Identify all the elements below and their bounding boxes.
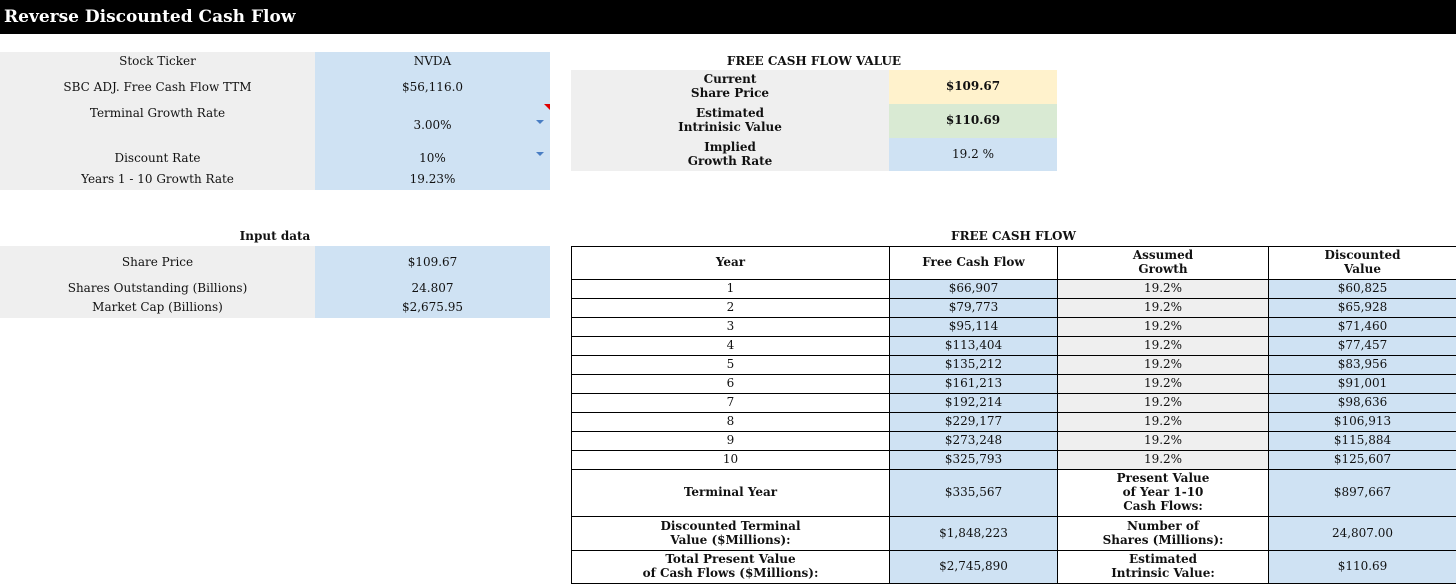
discounted-cell[interactable]: $98,636 <box>1269 394 1456 413</box>
year-cell[interactable]: 7 <box>572 394 890 413</box>
input-share-price-label: Share Price <box>0 246 315 280</box>
sbc-fcf-label: SBC ADJ. Free Cash Flow TTM <box>0 72 315 104</box>
discounted-cell[interactable]: $115,884 <box>1269 432 1456 451</box>
intrinsic-value-value[interactable]: $110.69 <box>889 104 1057 138</box>
sbc-fcf-value[interactable]: $56,116.0 <box>315 72 550 104</box>
column-header-discounted: Discounted Value <box>1269 247 1456 280</box>
growth-cell[interactable]: 19.2% <box>1058 318 1269 337</box>
growth-cell[interactable]: 19.2% <box>1058 280 1269 299</box>
growth-cell[interactable]: 19.2% <box>1058 432 1269 451</box>
table-row <box>572 299 1456 318</box>
fcf-cell[interactable]: $135,212 <box>890 356 1058 375</box>
year-cell[interactable]: 9 <box>572 432 890 451</box>
fcf-table-header: FREE CASH FLOW <box>571 229 1456 245</box>
table-header-row <box>572 247 1456 280</box>
input-data-header: Input data <box>0 229 550 245</box>
shares-outstanding-value[interactable]: 24.807 <box>315 280 550 298</box>
growth-cell[interactable]: 19.2% <box>1058 356 1269 375</box>
discounted-cell[interactable]: $60,825 <box>1269 280 1456 299</box>
terminal-growth-label-cell <box>0 104 315 138</box>
summary-value[interactable]: $110.69 <box>1269 551 1456 584</box>
implied-growth-label: Implied Growth Rate <box>571 138 889 171</box>
implied-growth-value[interactable]: 19.2 % <box>889 138 1057 171</box>
fcf-cell[interactable]: $192,214 <box>890 394 1058 413</box>
market-cap-value[interactable]: $2,675.95 <box>315 298 550 318</box>
fcf-cell[interactable]: $79,773 <box>890 299 1058 318</box>
growth-cell[interactable]: 19.2% <box>1058 451 1269 470</box>
discounted-cell[interactable]: $65,928 <box>1269 299 1456 318</box>
year-cell[interactable]: 10 <box>572 451 890 470</box>
input-share-price-value[interactable]: $109.67 <box>315 246 550 280</box>
terminal-growth-value: 3.00% <box>315 114 550 138</box>
table-row <box>572 451 1456 470</box>
summary-label: Number of Shares (Millions): <box>1058 517 1269 551</box>
current-share-price-label: Current Share Price <box>571 70 889 104</box>
summary-row <box>572 551 1456 584</box>
current-share-price-value[interactable]: $109.67 <box>889 70 1057 104</box>
discount-rate-value: 10% <box>315 148 550 170</box>
table-row <box>572 318 1456 337</box>
stock-ticker-label: Stock Ticker <box>0 52 315 72</box>
column-header-growth: Assumed Growth <box>1058 247 1269 280</box>
summary-label: Total Present Value of Cash Flows ($Millions): <box>572 551 890 584</box>
summary-label: Discounted Terminal Value ($Millions): <box>572 517 890 551</box>
intrinsic-value-label: Estimated Intrinisic Value <box>571 104 889 138</box>
terminal-growth-dropdown[interactable] <box>315 104 550 138</box>
discounted-cell[interactable]: $77,457 <box>1269 337 1456 356</box>
discounted-cell[interactable]: $125,607 <box>1269 451 1456 470</box>
summary-row <box>572 517 1456 551</box>
column-header-year: Year <box>572 247 890 280</box>
fcf-value-header: FREE CASH FLOW VALUE <box>571 54 1057 70</box>
table-row <box>572 432 1456 451</box>
growth-cell[interactable]: 19.2% <box>1058 413 1269 432</box>
fcf-cell[interactable]: $325,793 <box>890 451 1058 470</box>
summary-label: Terminal Year <box>572 470 890 517</box>
summary-value[interactable]: $897,667 <box>1269 470 1456 517</box>
discount-rate-label: Discount Rate <box>0 148 315 170</box>
growth-cell[interactable]: 19.2% <box>1058 299 1269 318</box>
table-row <box>572 413 1456 432</box>
fcf-cell[interactable]: $66,907 <box>890 280 1058 299</box>
summary-row <box>572 470 1456 517</box>
year-cell[interactable]: 8 <box>572 413 890 432</box>
year-cell[interactable]: 2 <box>572 299 890 318</box>
table-row <box>572 280 1456 299</box>
discount-rate-label-cell <box>0 138 315 170</box>
fcf-cell[interactable]: $113,404 <box>890 337 1058 356</box>
shares-outstanding-label: Shares Outstanding (Billions) <box>0 280 315 298</box>
year-cell[interactable]: 5 <box>572 356 890 375</box>
comment-flag-icon[interactable] <box>544 104 550 110</box>
fcf-cell[interactable]: $273,248 <box>890 432 1058 451</box>
year-cell[interactable]: 1 <box>572 280 890 299</box>
fcf-table <box>571 246 1456 584</box>
growth-rate-label: Years 1 - 10 Growth Rate <box>0 170 315 190</box>
summary-value[interactable]: 24,807.00 <box>1269 517 1456 551</box>
table-row <box>572 337 1456 356</box>
year-cell[interactable]: 6 <box>572 375 890 394</box>
discounted-cell[interactable]: $83,956 <box>1269 356 1456 375</box>
summary-label: Estimated Intrinsic Value: <box>1058 551 1269 584</box>
year-cell[interactable]: 4 <box>572 337 890 356</box>
market-cap-label: Market Cap (Billions) <box>0 298 315 318</box>
column-header-fcf: Free Cash Flow <box>890 247 1058 280</box>
growth-cell[interactable]: 19.2% <box>1058 337 1269 356</box>
summary-value[interactable]: $1,848,223 <box>890 517 1058 551</box>
discounted-cell[interactable]: $106,913 <box>1269 413 1456 432</box>
summary-label: Present Value of Year 1-10 Cash Flows: <box>1058 470 1269 517</box>
fcf-cell[interactable]: $229,177 <box>890 413 1058 432</box>
terminal-growth-label: Terminal Growth Rate <box>0 104 315 124</box>
summary-value[interactable]: $2,745,890 <box>890 551 1058 584</box>
fcf-cell[interactable]: $95,114 <box>890 318 1058 337</box>
discount-rate-dropdown[interactable] <box>315 138 550 170</box>
table-row <box>572 375 1456 394</box>
growth-rate-value[interactable]: 19.23% <box>315 170 550 190</box>
stock-ticker-value[interactable]: NVDA <box>315 52 550 72</box>
fcf-cell[interactable]: $161,213 <box>890 375 1058 394</box>
summary-value[interactable]: $335,567 <box>890 470 1058 517</box>
growth-cell[interactable]: 19.2% <box>1058 375 1269 394</box>
growth-cell[interactable]: 19.2% <box>1058 394 1269 413</box>
table-row <box>572 394 1456 413</box>
dropdown-arrow-icon[interactable] <box>536 152 544 156</box>
discounted-cell[interactable]: $71,460 <box>1269 318 1456 337</box>
page-title: Reverse Discounted Cash Flow <box>0 0 1456 34</box>
discounted-cell[interactable]: $91,001 <box>1269 375 1456 394</box>
dropdown-arrow-icon[interactable] <box>536 120 544 124</box>
table-row <box>572 356 1456 375</box>
year-cell[interactable]: 3 <box>572 318 890 337</box>
